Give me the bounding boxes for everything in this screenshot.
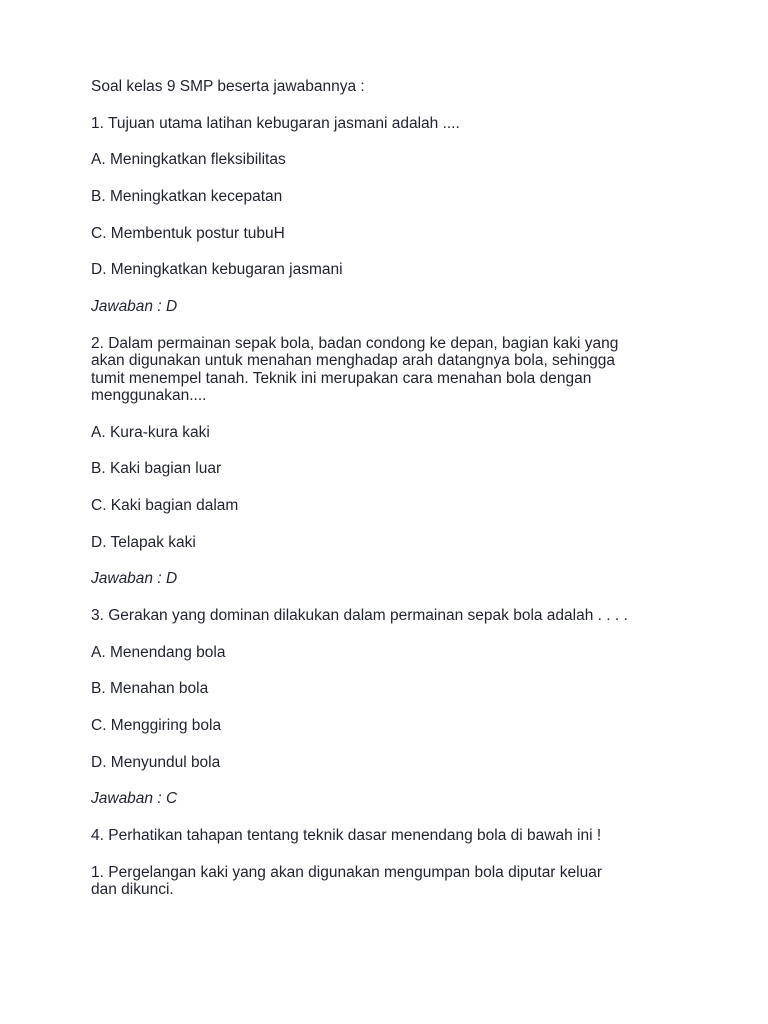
question-2 xyxy=(91,335,691,405)
question-2-line: menggunakan.... xyxy=(91,387,207,405)
q4-step-1-line: 1. Pergelangan kaki yang akan digunakan mengumpan bola diputar keluar xyxy=(91,863,602,881)
question-1: 1. Tujuan utama latihan kebugaran jasmani adalah .... xyxy=(91,114,460,132)
q3-option-b: B. Menahan bola xyxy=(91,680,209,698)
q3-answer: Jawaban : C xyxy=(91,790,178,808)
q2-answer: Jawaban : D xyxy=(91,570,178,588)
q3-option-d: D. Menyundul bola xyxy=(91,753,221,771)
q2-option-d: D. Telapak kaki xyxy=(91,533,196,551)
q2-option-a: A. Kura-kura kaki xyxy=(91,423,210,441)
question-2-line: 2. Dalam permainan sepak bola, badan condong ke depan, bagian kaki yang xyxy=(91,334,619,352)
document-page xyxy=(91,78,691,899)
document-heading: Soal kelas 9 SMP beserta jawabannya : xyxy=(91,78,365,95)
q2-option-b: B. Kaki bagian luar xyxy=(91,460,222,478)
question-2-line: tumit menempel tanah. Teknik ini merupakan cara menahan bola dengan xyxy=(91,369,592,387)
q4-step-1-line: dan dikunci. xyxy=(91,881,174,899)
q3-option-c: C. Menggiring bola xyxy=(91,717,222,734)
q1-option-d: D. Meningkatkan kebugaran jasmani xyxy=(91,261,343,279)
q4-step-1 xyxy=(91,864,691,899)
q1-option-b: B. Meningkatkan kecepatan xyxy=(91,188,283,206)
q1-option-a: A. Meningkatkan fleksibilitas xyxy=(91,151,286,169)
question-3: 3. Gerakan yang dominan dilakukan dalam permainan sepak bola adalah . . . . xyxy=(91,606,628,624)
question-4: 4. Perhatikan tahapan tentang teknik dasar menendang bola di bawah ini ! xyxy=(91,827,602,845)
q1-answer: Jawaban : D xyxy=(91,298,178,316)
question-2-line: akan digunakan untuk menahan menghadap arah datangnya bola, sehingga xyxy=(91,352,615,370)
q3-option-a: A. Menendang bola xyxy=(91,643,226,661)
q1-option-c: C. Membentuk postur tubuH xyxy=(91,224,285,242)
q2-option-c: C. Kaki bagian dalam xyxy=(91,496,239,514)
